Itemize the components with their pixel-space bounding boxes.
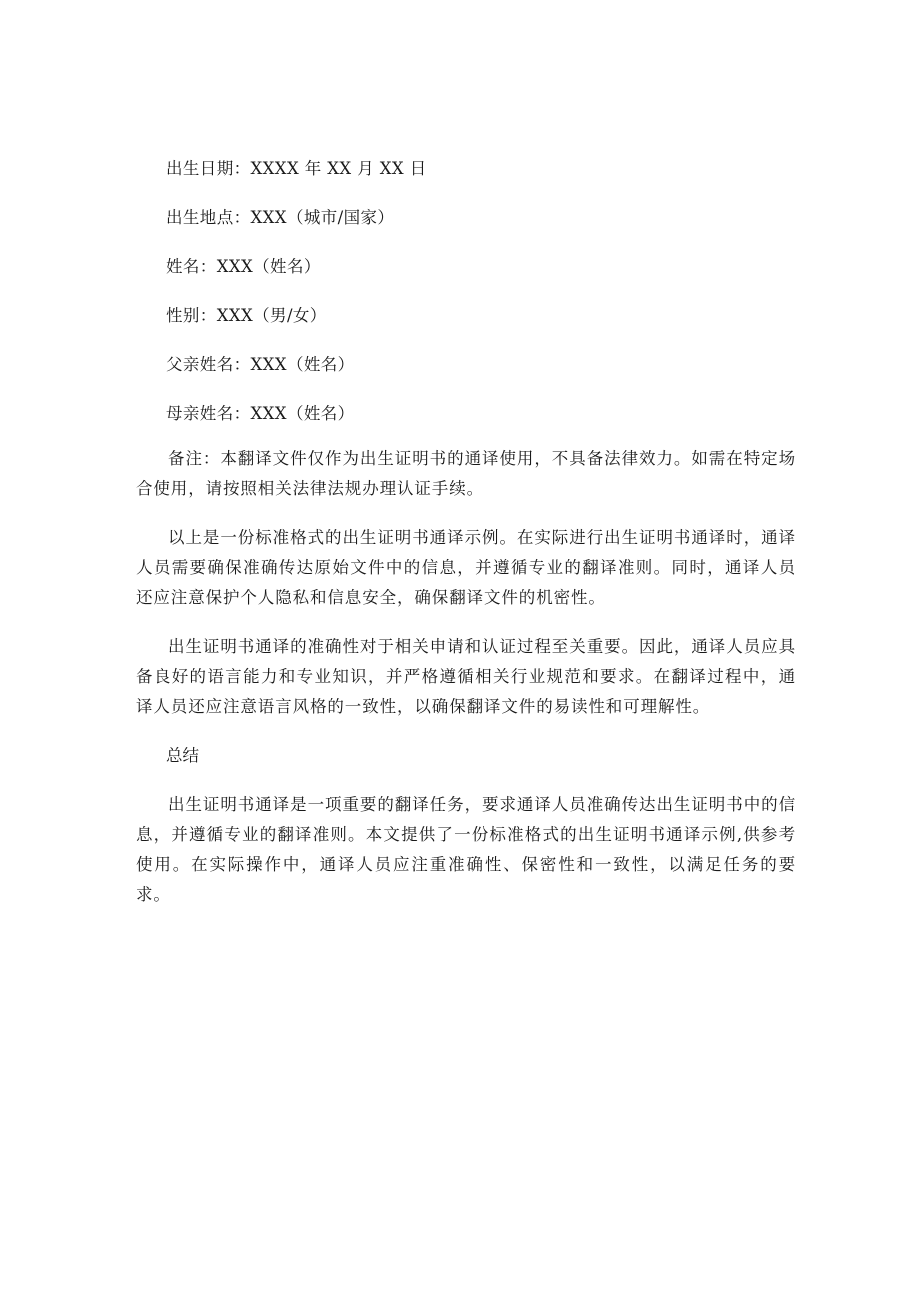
field-mother-name: 母亲姓名：XXX（姓名） bbox=[166, 404, 355, 423]
note-paragraph: 备注：本翻译文件仅作为出生证明书的通译使用，不具备法律效力。如需在特定场合使用，请按照相关法律法规办理认证手续。 bbox=[136, 449, 796, 498]
summary-paragraph: 出生证明书通译是一项重要的翻译任务，要求通译人员准确传达出生证明书中的信息，并遵循专业的翻译准则。本文提供了一份标准格式的出生证明书通译示例,供参考使用。在实际操作中，通译人员应注重准确性、保密性和一致性，以满足任务的要求。 bbox=[136, 795, 796, 904]
field-father-name: 父亲姓名：XXX（姓名） bbox=[166, 355, 355, 374]
summary-heading: 总结 bbox=[166, 746, 199, 765]
field-birth-date: 出生日期：XXXX 年 XX 月 XX 日 bbox=[166, 159, 427, 178]
field-name: 姓名：XXX（姓名） bbox=[166, 257, 321, 276]
document-body bbox=[136, 154, 796, 929]
body-paragraph-1: 以上是一份标准格式的出生证明书通译示例。在实际进行出生证明书通译时，通译人员需要确保准确传达原始文件中的信息，并遵循专业的翻译准则。同时，通译人员还应注意保护个人隐私和信息安全，确保翻译文件的机密性。 bbox=[136, 528, 796, 607]
field-gender: 性别：XXX（男/女） bbox=[166, 306, 327, 325]
field-birth-place: 出生地点：XXX（城市/国家） bbox=[166, 208, 395, 227]
body-paragraph-2: 出生证明书通译的准确性对于相关申请和认证过程至关重要。因此，通译人员应具备良好的语言能力和专业知识，并严格遵循相关行业规范和要求。在翻译过程中，通译人员还应注意语言风格的一致性，以确保翻译文件的易读性和可理解性。 bbox=[136, 637, 796, 716]
